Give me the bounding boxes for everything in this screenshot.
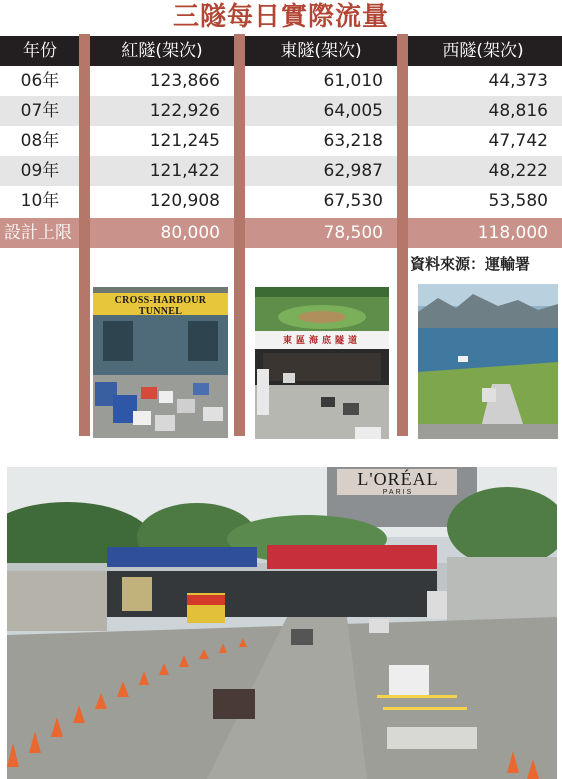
year-cell: 09年	[20, 161, 60, 181]
year-cell: 06年	[20, 71, 60, 91]
column-divider	[79, 34, 90, 436]
cross-harbour-sign: CROSS-HARBOUR TUNNEL	[114, 295, 207, 317]
eastern-harbour-sign: 東區海底隧道	[282, 336, 361, 346]
header-western: 西隧(架次)	[442, 41, 524, 61]
cross-harbour-tunnel-photo	[93, 287, 228, 438]
eastern-cell: 67,530	[323, 191, 383, 211]
header-cross-harbour: 紅隧(架次)	[121, 41, 203, 61]
column-divider	[234, 34, 245, 436]
page-title: 三隧每日實際流量	[172, 2, 389, 32]
cross-harbour-cell: 120,908	[149, 191, 220, 211]
western-harbour-tunnel-photo	[418, 284, 558, 439]
western-cell: 47,742	[488, 131, 548, 151]
cross-harbour-cell: 121,422	[149, 161, 220, 181]
column-divider	[397, 34, 408, 436]
year-cell: 08年	[20, 131, 60, 151]
western-cell: 48,816	[488, 101, 548, 121]
source-note: 資料來源：運輸署	[410, 255, 531, 273]
header-eastern: 東隧(架次)	[280, 41, 362, 61]
year-cell: 10年	[20, 191, 60, 211]
limit-label: 設計上限	[4, 223, 72, 243]
cross-harbour-cell: 123,866	[149, 71, 220, 91]
eastern-cell: 61,010	[323, 71, 383, 91]
eastern-cell: 64,005	[323, 101, 383, 121]
tunnel-entrance-photo	[7, 467, 557, 779]
eastern-limit: 78,500	[323, 223, 383, 243]
western-limit: 118,000	[477, 223, 548, 243]
cross-harbour-cell: 122,926	[149, 101, 220, 121]
header-year: 年份	[23, 41, 57, 61]
eastern-cell: 63,218	[323, 131, 383, 151]
western-cell: 44,373	[488, 71, 548, 91]
eastern-harbour-tunnel-photo	[255, 287, 389, 439]
year-cell: 07年	[20, 101, 60, 121]
loreal-billboard-sub: PARIS	[382, 489, 414, 496]
cross-harbour-limit: 80,000	[160, 223, 220, 243]
western-cell: 53,580	[488, 191, 548, 211]
western-cell: 48,222	[488, 161, 548, 181]
eastern-cell: 62,987	[323, 161, 383, 181]
loreal-billboard: L'ORÉAL	[357, 469, 439, 489]
cross-harbour-cell: 121,245	[149, 131, 220, 151]
